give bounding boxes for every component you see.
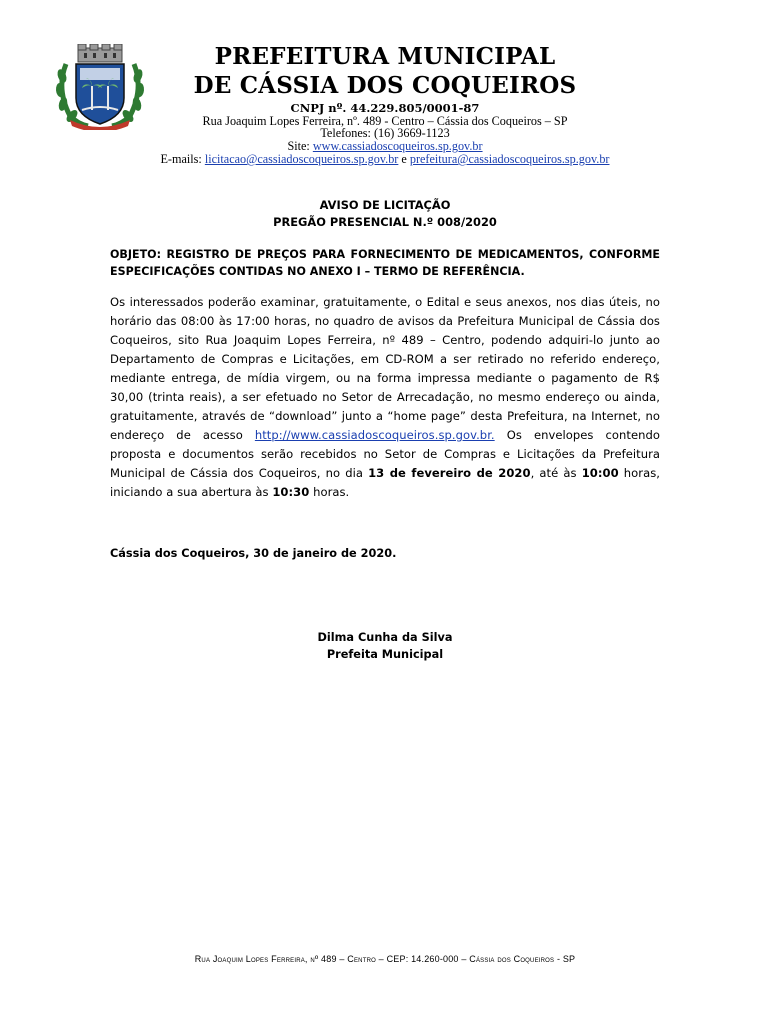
- website-link[interactable]: http://www.cassiadoscoqueiros.sp.gov.br.: [254, 427, 495, 442]
- notice-subtitle: PREGÃO PRESENCIAL N.º 008/2020: [273, 215, 497, 229]
- emails-label: E-mails:: [160, 152, 205, 166]
- email-licitacao-link[interactable]: licitacao@cassiadoscoqueiros.sp.gov.br: [204, 152, 399, 166]
- site-link[interactable]: www.cassiadoscoqueiros.sp.gov.br: [312, 139, 483, 153]
- emails-separator: e: [398, 152, 410, 166]
- site-label: Site:: [287, 139, 313, 153]
- opening-time: 10:30: [272, 484, 310, 499]
- body-text-part-1: Os interessados poderão examinar, gratuitamente, o Edital e seus anexos, nos dias úteis, no horário das 08:00 às 17:00 horas, no quadro de avisos da Prefeitura Municipal de Cássia dos Coqueiros, sito Rua Joaquim Lopes Ferreira, nº 489 – Centro, podendo adquiri-lo junto ao Departamento de Compras e Licitações, em CD-ROM a ser retirado no referido endereço, mediante entrega, de mídia virgem, ou na forma impressa mediante o pagamento de R$ 30,00 (trinta reais), a ser efetuado no Setor de Arrecadação, no mesmo endereço ou ainda, gratuitamente, através de “download” junto a “home page” desta Prefeitura, na Internet, no endereço de acesso: [110, 295, 660, 442]
- objeto-paragraph: OBJETO: REGISTRO DE PREÇOS PARA FORNECIMENTO DE MEDICAMENTOS, CONFORME ESPECIFICAÇÕES CONTIDAS NO ANEXO I – TERMO DE REFERÊNCIA.: [110, 248, 660, 278]
- notice-title: AVISO DE LICITAÇÃO: [319, 198, 451, 212]
- header-phones: Telefones: (16) 3669-1123: [320, 126, 450, 140]
- body-text-part-4: horas, iniciando a sua abertura às: [110, 465, 660, 499]
- page-footer: Rua Joaquim Lopes Ferreira, nº 489 – Centro – CEP: 14.260-000 – Cássia dos Coqueiros - SP: [194, 954, 576, 964]
- place-and-date: Cássia dos Coqueiros, 30 de janeiro de 2020.: [110, 547, 397, 560]
- header-emails: [100, 152, 670, 166]
- header-title-line-1: PREFEITURA MUNICIPAL: [214, 43, 556, 70]
- body-text-part-5: horas.: [309, 484, 350, 499]
- body-text-part-3: , até às: [530, 465, 582, 480]
- header-title-line-2: DE CÁSSIA DOS COQUEIROS: [193, 72, 577, 99]
- body-text-part-2: Os envelopes contendo proposta e documentos serão recebidos no Setor de Compras e Licitações da Prefeitura Municipal de Cássia dos Coqueiros, no dia: [110, 427, 660, 480]
- signatory-name: Dilma Cunha da Silva: [317, 631, 453, 644]
- header-address: Rua Joaquim Lopes Ferreira, nº. 489 - Centro – Cássia dos Coqueiros – SP: [202, 114, 568, 128]
- header-cnpj: CNPJ nº. 44.229.805/0001-87: [290, 101, 480, 115]
- header-site: [100, 139, 670, 153]
- email-prefeitura-link[interactable]: prefeitura@cassiadoscoqueiros.sp.gov.br: [409, 152, 610, 166]
- body-paragraph: [110, 293, 660, 501]
- deadline-time: 10:00: [581, 465, 619, 480]
- signatory-role: Prefeita Municipal: [326, 648, 444, 661]
- deadline-date: 13 de fevereiro de 2020: [368, 465, 531, 480]
